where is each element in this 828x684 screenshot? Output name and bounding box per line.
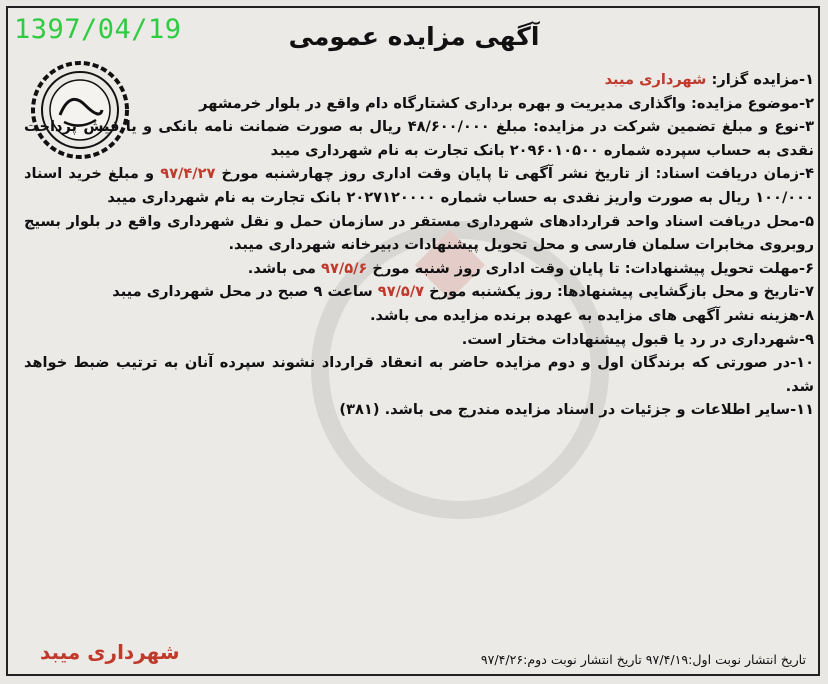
notice-body: [24, 68, 814, 422]
notice-title: آگهی مزایده عمومی: [288, 22, 540, 51]
item-9: ۹-شهرداری در رد یا قبول پیشنهادات مختار است.: [461, 330, 814, 348]
footer-publish-dates: تاریخ انتشار نوبت اول:۹۷/۴/۱۹ تاریخ انتشار نوبت دوم:۹۷/۴/۲۶: [480, 652, 806, 667]
footer-brand: شهرداری میبد: [40, 640, 180, 664]
item-7: ۷-تاریخ و محل بازگشایی پیشنهادها: روز یکشنبه مورخ ۹۷/۵/۷ ساعت ۹ صبح در محل شهرداری میبد: [112, 283, 814, 301]
item-6: ۶-مهلت تحویل پیشنهادات: تا پایان وقت اداری روز شنبه مورخ ۹۷/۵/۶ می باشد.: [247, 259, 814, 277]
item-4: ۴-زمان دریافت اسناد: از تاریخ نشر آگهی تا پایان وقت اداری روز چهارشنبه مورخ ۹۷/۴/۲۷ و مبلغ خرید اسناد ۱۰۰/۰۰۰ ریال به صورت واریز نقدی به حساب شماره ۲۰۲۷۱۲۰۰۰۰ بانک تجارت به نام شهرداری میبد: [24, 165, 814, 206]
item-8: ۸-هزینه نشر آگهی های مزایده به عهده برنده مزایده می باشد.: [370, 306, 814, 324]
item-1: ۱-مزایده گزار: شهرداری میبد: [604, 71, 814, 88]
item-3: ۳-نوع و مبلغ تضمین شرکت در مزایده: مبلغ ۴۸/۶۰۰/۰۰۰ ریال به صورت ضمانت نامه بانکی و یا فیش پرداخت نقدی به حساب سپرده شماره ۲۰۹۶۰۱۰۵۰۰ بانک تجارت به نام شهرداری میبد: [24, 118, 815, 159]
item-2: ۲-موضوع مزایده: واگذاری مدیریت و بهره برداری کشتارگاه دام واقع در بلوار خرمشهر: [199, 94, 814, 112]
date-stamp: 1397/04/19: [14, 14, 182, 45]
item-10: ۱۰-در صورتی که برندگان اول و دوم مزایده حاضر به انعقاد قرارداد نشوند سپرده آنان به ترتیب ضبط خواهد شد.: [24, 354, 814, 395]
item-11: ۱۱-سایر اطلاعات و جزئیات در اسناد مزایده مندرج می باشد. (۳۸۱): [339, 401, 814, 419]
item-5: ۵-محل دریافت اسناد واحد قراردادهای شهرداری مستقر در سازمان حمل و نقل شهرداری واقع در بلوار بسیج روبروی مخابرات سلمان فارسی و محل تحویل پیشنهادات دبیرخانه شهرداری میبد.: [24, 212, 814, 254]
